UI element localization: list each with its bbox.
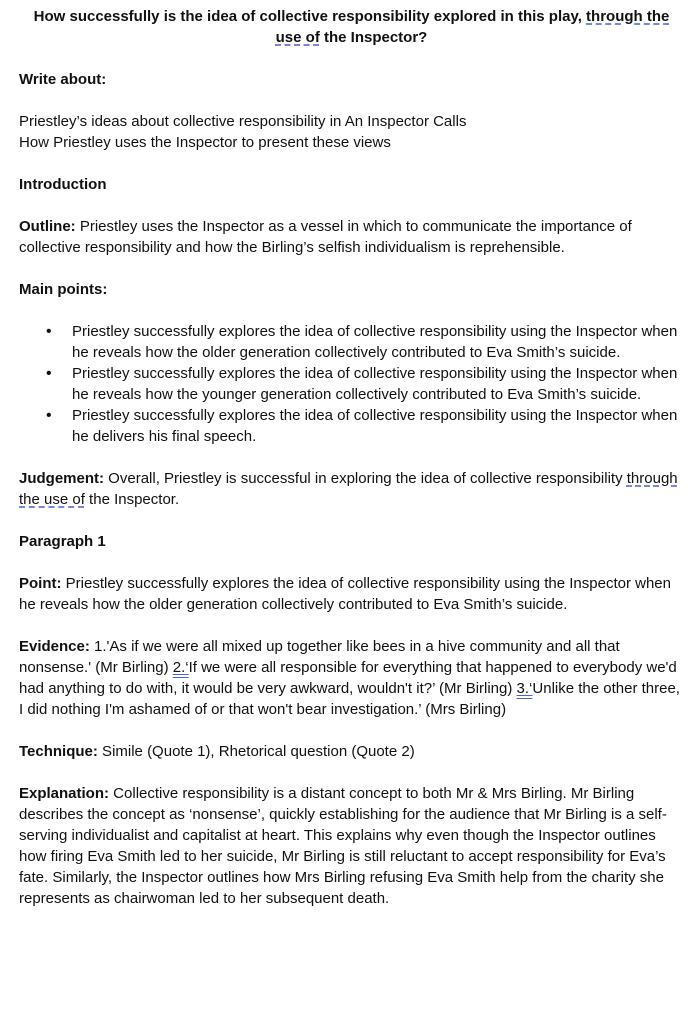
list-item: • Priestley successfully explores the idea of collective responsibility using the Inspector when he delivers his final speech. xyxy=(72,405,684,447)
explanation-label: Explanation: xyxy=(19,785,110,802)
point-paragraph xyxy=(19,573,684,615)
write-about-line-1: Priestley’s ideas about collective responsibility in An Inspector Calls xyxy=(19,113,467,130)
explanation-paragraph xyxy=(19,783,684,909)
evidence-quote-3: Unlike the other three, I did nothing I'm ashamed of or that won't bear investigation.’ (Mrs Birling) xyxy=(19,680,680,718)
outline-text: Priestley uses the Inspector as a vessel in which to communicate the importance of collective responsibility and how the Birling’s selfish individualism is reprehensible. xyxy=(19,218,632,256)
list-item: • Priestley successfully explores the idea of collective responsibility using the Inspector when he reveals how the older generation collectively contributed to Eva Smith’s suicide. xyxy=(72,321,684,363)
title-part3: the Inspector? xyxy=(319,29,428,46)
technique-label: Technique: xyxy=(19,743,98,760)
technique-text: Simile (Quote 1), Rhetorical question (Quote 2) xyxy=(97,743,415,760)
evidence-quote-2: If we were all responsible for everything that happened to everybody we'd had anything to do with, it would be very awkward, wouldn't it?’ (Mr Birling) xyxy=(19,659,677,697)
introduction-heading: Introduction xyxy=(19,176,107,193)
technique-paragraph xyxy=(19,741,684,762)
main-points-heading: Main points: xyxy=(19,281,108,298)
write-about-heading: Write about: xyxy=(19,71,107,88)
judgement-paragraph xyxy=(19,468,684,510)
document-title xyxy=(19,6,684,48)
evidence-mark-3: 3.‘ xyxy=(516,680,533,697)
main-points-list xyxy=(19,321,684,447)
write-about-line-2: How Priestley uses the Inspector to present these views xyxy=(19,134,391,151)
explanation-text: Collective responsibility is a distant concept to both Mr & Mrs Birling. Mr Birling describes the concept as ‘nonsense’, quickly establishing for the audience that Mr Birling is a self-serving individualist and capitalist at heart. This explains why even though the Inspector outlines how firing Eva Smith led to her suicide, Mr Birling is still reluctant to accept responsibility for Eva’s fate. Similarly, the Inspector outlines how Mrs Birling refusing Eva Smith help from the charity she represents as chairwoman led to her subsequent death. xyxy=(19,785,667,907)
evidence-mark-2: 2.‘ xyxy=(172,659,189,676)
point-text: Priestley successfully explores the idea of collective responsibility using the Inspector when he reveals how the older generation collectively contributed to Eva Smith’s suicide. xyxy=(19,575,671,613)
judgement-text-1: Overall, Priestley is successful in exploring the idea of collective responsibility xyxy=(104,470,627,487)
evidence-label: Evidence: xyxy=(19,638,90,655)
paragraph-1-heading: Paragraph 1 xyxy=(19,533,106,550)
judgement-label: Judgement: xyxy=(19,470,105,487)
title-part1: How successfully is the idea of collective responsibility explored in this play, xyxy=(33,8,587,25)
outline-paragraph xyxy=(19,216,684,258)
outline-label: Outline: xyxy=(19,218,76,235)
judgement-underlined-phrase: through the use of xyxy=(19,470,678,508)
judgement-text-2: the Inspector. xyxy=(84,491,180,508)
evidence-quote-1: 1.'As if we were all mixed up together like bees in a hive community and all that nonsense.' (Mr Birling) xyxy=(19,638,620,676)
list-item: • Priestley successfully explores the idea of collective responsibility using the Inspector when he reveals how the younger generation collectively contributed to Eva Smith’s suicide. xyxy=(72,363,684,405)
point-label: Point: xyxy=(19,575,62,592)
title-underlined-phrase: through the use of xyxy=(275,8,670,46)
evidence-paragraph xyxy=(19,636,684,720)
